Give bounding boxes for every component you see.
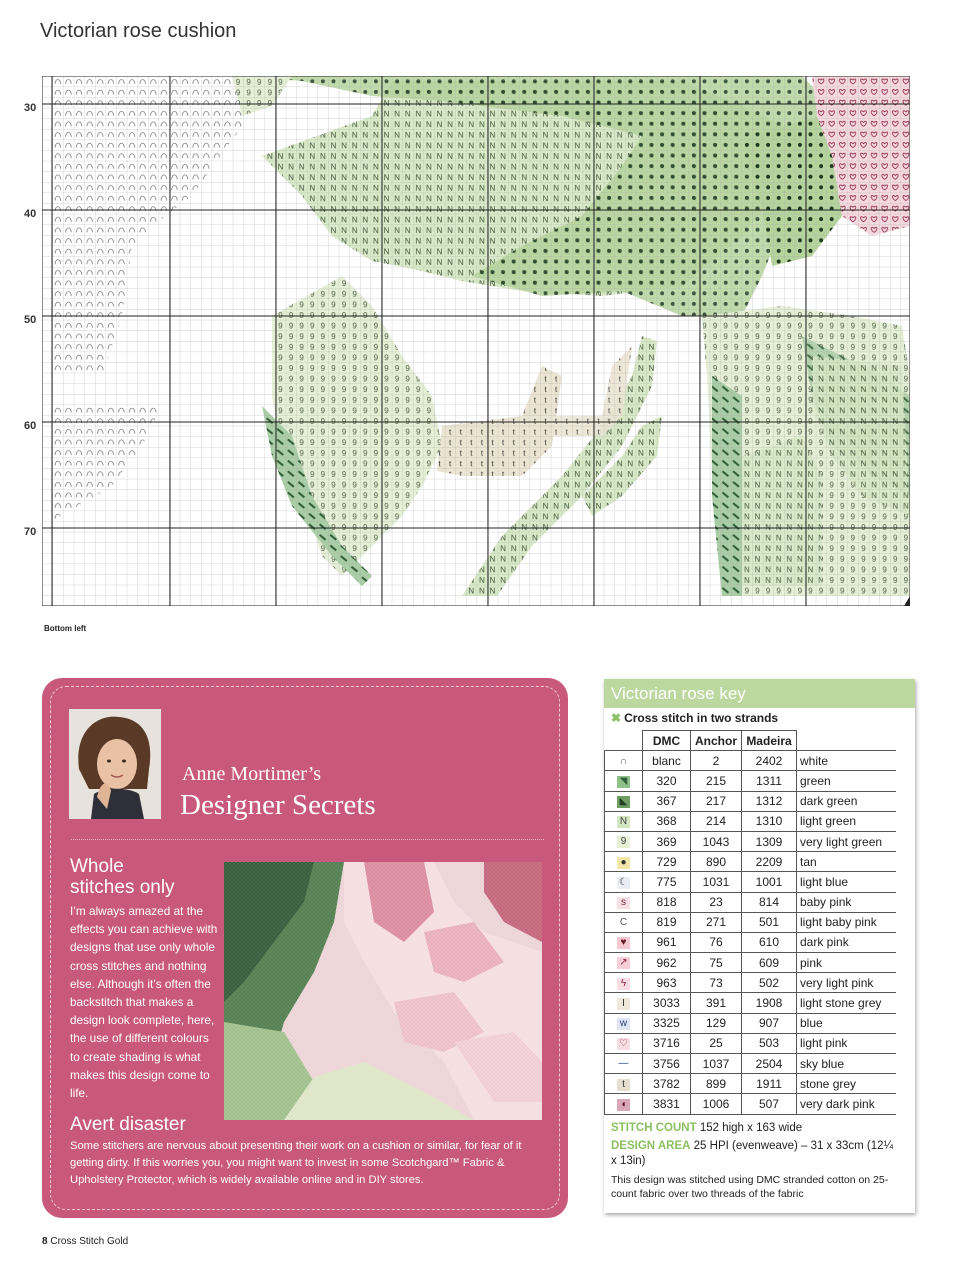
key-row — [605, 872, 897, 892]
dmc-code: 818 — [643, 892, 691, 912]
symbol-swatch — [605, 751, 643, 771]
row-label-70: 70 — [24, 526, 37, 538]
symbol-icon: ◥ — [617, 776, 630, 788]
designer-portrait — [69, 709, 161, 819]
madeira-code: 610 — [742, 932, 797, 952]
key-row — [605, 1054, 897, 1074]
colour-name: very light pink — [797, 973, 897, 993]
anchor-code: 1037 — [691, 1054, 742, 1074]
stitch-count-label: STITCH COUNT — [611, 1122, 697, 1134]
key-header-row — [605, 731, 897, 751]
symbol-icon: ☾ — [617, 877, 630, 889]
madeira-code: 814 — [742, 892, 797, 912]
key-row — [605, 831, 897, 851]
symbol-swatch — [605, 1013, 643, 1033]
header-madeira: Madeira — [742, 731, 797, 751]
dmc-code: 320 — [643, 771, 691, 791]
madeira-code: 1911 — [742, 1074, 797, 1094]
colour-name: light baby pink — [797, 912, 897, 932]
symbol-icon: ∩ — [617, 756, 630, 768]
symbol-icon: ♡ — [617, 1038, 630, 1050]
heading-line-1: Whole — [70, 856, 124, 877]
section-heading-avert-disaster: Avert disaster — [70, 1114, 186, 1135]
symbol-icon: ◖ — [617, 1099, 630, 1111]
madeira-code: 1311 — [742, 771, 797, 791]
symbol-swatch — [605, 892, 643, 912]
key-row — [605, 912, 897, 932]
colour-name: blue — [797, 1013, 897, 1033]
colour-key-panel — [604, 679, 915, 1213]
madeira-code: 1309 — [742, 831, 797, 851]
dmc-code: 3033 — [643, 993, 691, 1013]
design-area-value: 25 HPI (evenweave) – 31 x 33cm (12¼ x 13in) — [611, 1140, 894, 1167]
header-name — [797, 731, 897, 751]
madeira-code: 507 — [742, 1094, 797, 1114]
colour-name: dark pink — [797, 932, 897, 952]
dmc-code: 3782 — [643, 1074, 691, 1094]
anchor-code: 391 — [691, 993, 742, 1013]
magazine-name: Cross Stitch Gold — [50, 1236, 129, 1247]
symbol-icon: s — [617, 897, 630, 909]
dmc-code: 3756 — [643, 1054, 691, 1074]
designer-name: Anne Mortimer’s — [182, 763, 322, 785]
symbol-swatch — [605, 791, 643, 811]
dmc-code: 367 — [643, 791, 691, 811]
key-row — [605, 1094, 897, 1114]
dmc-code: 962 — [643, 953, 691, 973]
madeira-code: 1310 — [742, 811, 797, 831]
madeira-code: 907 — [742, 1013, 797, 1033]
anchor-code: 73 — [691, 973, 742, 993]
anchor-code: 2 — [691, 751, 742, 771]
anchor-code: 25 — [691, 1033, 742, 1053]
symbol-icon: ♥ — [617, 937, 630, 949]
colour-name: dark green — [797, 791, 897, 811]
symbol-icon: — — [618, 1058, 629, 1070]
colour-name: white — [797, 751, 897, 771]
key-row — [605, 1033, 897, 1053]
key-subtitle — [611, 711, 778, 725]
key-title: Victorian rose key — [604, 679, 915, 708]
chart-caption: Bottom left — [44, 624, 87, 633]
madeira-code: 609 — [742, 953, 797, 973]
key-row — [605, 771, 897, 791]
dmc-code: 3325 — [643, 1013, 691, 1033]
key-subtitle-text: Cross stitch in two strands — [624, 711, 779, 725]
symbol-swatch — [605, 771, 643, 791]
row-label-50: 50 — [24, 314, 37, 326]
madeira-code: 1908 — [742, 993, 797, 1013]
symbol-swatch — [605, 1033, 643, 1053]
symbol-swatch — [605, 1094, 643, 1114]
symbol-icon: ↗ — [617, 957, 630, 969]
key-row — [605, 973, 897, 993]
symbol-swatch — [605, 831, 643, 851]
designer-heading: Designer Secrets — [180, 789, 376, 821]
madeira-code: 501 — [742, 912, 797, 932]
section-text-avert-disaster: Some stitchers are nervous about presenting their work on a cushion or similar, for fear of it getting dirty. If this worries you, you might want to invest in some Scotchgard™ Fabric & Upholstery Protector, which is widely available online and in DIY stores. — [70, 1140, 522, 1187]
anchor-code: 76 — [691, 932, 742, 952]
symbol-swatch — [605, 953, 643, 973]
header-dmc: DMC — [643, 731, 691, 751]
key-table — [604, 730, 896, 1115]
key-row — [605, 1013, 897, 1033]
madeira-code: 502 — [742, 973, 797, 993]
dmc-code: 368 — [643, 811, 691, 831]
key-row — [605, 751, 897, 771]
symbol-icon: I — [617, 998, 630, 1010]
dmc-code: 775 — [643, 872, 691, 892]
symbol-swatch — [605, 973, 643, 993]
colour-name: sky blue — [797, 1054, 897, 1074]
key-row — [605, 1074, 897, 1094]
anchor-code: 214 — [691, 811, 742, 831]
dmc-code: 819 — [643, 912, 691, 932]
colour-name: light blue — [797, 872, 897, 892]
header-blank — [605, 731, 643, 751]
colour-name: light green — [797, 811, 897, 831]
anchor-code: 1031 — [691, 872, 742, 892]
anchor-code: 23 — [691, 892, 742, 912]
symbol-swatch — [605, 1074, 643, 1094]
anchor-code: 217 — [691, 791, 742, 811]
key-rows — [605, 751, 897, 1114]
symbol-icon: C — [617, 917, 630, 929]
symbol-swatch — [605, 932, 643, 952]
madeira-code: 1001 — [742, 872, 797, 892]
symbol-icon: ◣ — [617, 796, 630, 808]
row-label-40: 40 — [24, 208, 37, 220]
dmc-code: 961 — [643, 932, 691, 952]
section-heading-whole-stitches — [70, 856, 220, 898]
anchor-code: 899 — [691, 1074, 742, 1094]
colour-name: baby pink — [797, 892, 897, 912]
anchor-code: 75 — [691, 953, 742, 973]
colour-name: pink — [797, 953, 897, 973]
symbol-swatch — [605, 912, 643, 932]
heading-line-2: stitches only — [70, 877, 175, 898]
stitch-count-value: 152 high x 163 wide — [699, 1122, 803, 1134]
anchor-code: 890 — [691, 852, 742, 872]
dotted-divider — [71, 839, 544, 840]
dmc-code: 3716 — [643, 1033, 691, 1053]
key-row — [605, 993, 897, 1013]
designer-secrets-box — [42, 678, 568, 1218]
symbol-icon: t — [617, 1079, 630, 1091]
cross-icon: ✖ — [611, 711, 622, 725]
symbol-icon: ● — [617, 857, 630, 869]
design-area-label: DESIGN AREA — [611, 1140, 691, 1152]
symbol-swatch — [605, 872, 643, 892]
dmc-code: 963 — [643, 973, 691, 993]
key-row — [605, 852, 897, 872]
symbol-icon: w — [617, 1018, 630, 1030]
anchor-code: 1043 — [691, 831, 742, 851]
dmc-code: 729 — [643, 852, 691, 872]
symbol-icon: ϟ — [617, 978, 630, 990]
symbol-swatch — [605, 1054, 643, 1074]
page-number: 8 — [42, 1236, 48, 1247]
symbol-swatch — [605, 811, 643, 831]
cross-stitch-chart — [42, 76, 910, 606]
symbol-icon: 9 — [617, 836, 630, 848]
anchor-code: 271 — [691, 912, 742, 932]
colour-name: light pink — [797, 1033, 897, 1053]
design-area — [611, 1139, 901, 1169]
colour-name: very light green — [797, 831, 897, 851]
colour-name: stone grey — [797, 1074, 897, 1094]
key-row — [605, 953, 897, 973]
symbol-swatch — [605, 993, 643, 1013]
madeira-code: 2504 — [742, 1054, 797, 1074]
section-text-whole-stitches: I’m always amazed at the effects you can achieve with designs that use only whole cross stitches and nothing else. Although it’s often the backstitch that makes a design look complete, here, the use of different colours to create shading is what makes this design come to life. — [70, 904, 218, 1101]
key-note: This design was stitched using DMC stranded cotton on 25-count fabric over two threads of the fabric — [611, 1174, 889, 1200]
key-row — [605, 932, 897, 952]
symbol-swatch — [605, 852, 643, 872]
row-label-60: 60 — [24, 420, 37, 432]
colour-name: light stone grey — [797, 993, 897, 1013]
stitched-rose-photo — [224, 862, 542, 1120]
header-anchor: Anchor — [691, 731, 742, 751]
anchor-code: 215 — [691, 771, 742, 791]
colour-name: tan — [797, 852, 897, 872]
page-title: Victorian rose cushion — [40, 20, 237, 42]
colour-name: green — [797, 771, 897, 791]
madeira-code: 503 — [742, 1033, 797, 1053]
anchor-code: 1006 — [691, 1094, 742, 1114]
madeira-code: 2209 — [742, 852, 797, 872]
dmc-code: blanc — [643, 751, 691, 771]
row-label-30: 30 — [24, 102, 37, 114]
key-row — [605, 892, 897, 912]
madeira-code: 1312 — [742, 791, 797, 811]
page-footer — [42, 1236, 128, 1247]
key-row — [605, 791, 897, 811]
key-row — [605, 811, 897, 831]
dmc-code: 369 — [643, 831, 691, 851]
symbol-icon: N — [617, 816, 630, 828]
stitch-count — [611, 1122, 802, 1134]
colour-name: very dark pink — [797, 1094, 897, 1114]
anchor-code: 129 — [691, 1013, 742, 1033]
madeira-code: 2402 — [742, 751, 797, 771]
dmc-code: 3831 — [643, 1094, 691, 1114]
